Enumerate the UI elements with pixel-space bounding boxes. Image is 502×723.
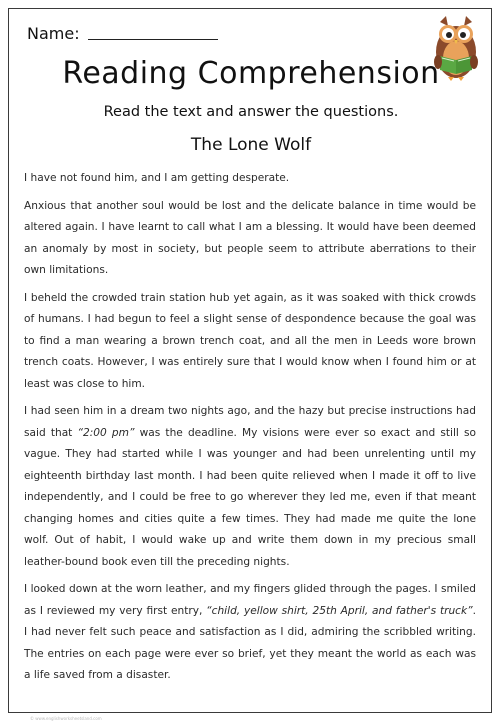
paragraph-4-text-b: was the deadline. My visions were ever so exact and still so vague. They had started while I was younger and had been unrelenting until my eighteenth birthday last month. I had been quite relieved when I made it off to live independently, and I could be free to go wherever they led me, even if that meant changing homes and cities quite a few times. They had made me quite the lone wolf. Out of habit, I would wake up and write them down in my precious small leather-bound book even till the preceding nights. [24, 426, 476, 568]
page-title: Reading Comprehension [62, 56, 440, 91]
paragraph-4-text-a: I had seen him in a dream two nights ago, and the hazy but precise instructions had said that [24, 405, 476, 439]
deadline-quote: “2:00 pm” [77, 426, 135, 439]
paragraph-5-text-b: . I had never felt such peace and satisfaction as I did, admiring the scribbled writing. The entries on each page were ever so brief, yet they meant the world as each was a life saved from a disaster. [24, 604, 476, 681]
passage-paragraph-1: I have not found him, and I am getting desperate. [24, 172, 290, 184]
story-title: The Lone Wolf [190, 135, 312, 155]
paragraph-5-text-a: I looked down at the worn leather, and my fingers glided through the pages. I smiled as I reviewed my very first entry, [24, 583, 476, 617]
name-label: Name: [27, 24, 80, 43]
instructions: Read the text and answer the questions. [103, 104, 399, 120]
passage [24, 168, 476, 693]
name-blank-line[interactable] [88, 39, 218, 40]
passage-paragraph-4 [24, 401, 476, 573]
name-field [27, 24, 218, 43]
passage-paragraph-3: I beheld the crowded train station hub yet again, as it was soaked with thick crowds of humans. I had begun to feel a slight sense of despondence because the goal was to find a man wearing a brown trench coat, and all the men in Leeds wore brown trench coats. However, I was entirely sure that I would know when I found him or at least was close to him. [24, 291, 476, 390]
footer-credit: © www.englishworksheetsland.com [30, 716, 102, 721]
passage-paragraph-5 [24, 579, 476, 687]
first-entry-quote: “child, yellow shirt, 25th April, and father's truck” [206, 604, 473, 617]
passage-paragraph-2: Anxious that another soul would be lost and the delicate balance in time would be altered again. I have learnt to call what I am a blessing. It would have been deemed an anomaly by most in society, but people seem to attribute aberrations to their own limitations. [24, 199, 476, 276]
